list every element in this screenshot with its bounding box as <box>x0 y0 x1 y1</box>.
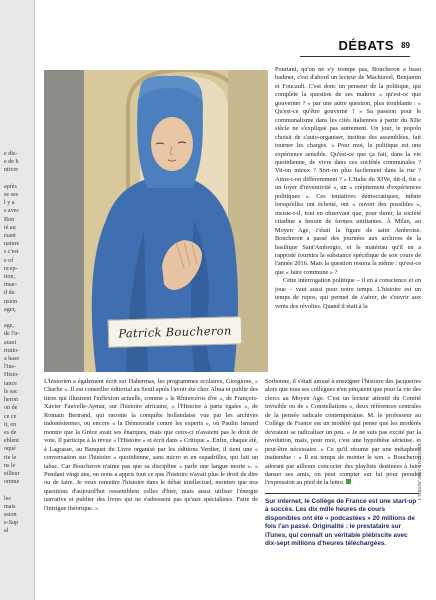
gutter-line: après <box>4 183 17 190</box>
gutter-line: rsant <box>4 233 16 240</box>
article-column-right <box>275 66 421 311</box>
article-paragraph-ending <box>265 378 421 488</box>
gutter-line: imar- <box>4 282 18 289</box>
article-column-bottom-middle <box>265 378 421 488</box>
article-paragraph-text: Sorbonne, il s'était amusé à enseigner l'histoire des jacqueries alors que tous ses collègues n'en pinçaient que pour la vie des clercs au Moyen Age. C'est un lecteur attentif du Comité invisible ou de « Constellations », deux références centrales de la pensée radicale contemporaine. M. le professeur au Collège de France est un modéré qui pense que les modérés devraient se radicaliser un peu. « Je ne suis pas excité par la révolution, mais, pour moi, c'est une hypothèse sérieuse, et peut-être nécessaire. » Ce qu'il résume par une métaphore inattendue : « Il est temps de monter le son. » Boucheron adorant par ailleurs concocter des playlists destinées à faire danser ses amis, on peut compter sur lui pour prendre l'expression au pied de la lettre. <box>265 378 421 487</box>
sidebar-text: Sur internet, le Collège de France est une start-up à succès. Les dix mille heures de cours disponibles ont été « podcastées » 20 millions de fois l'an passé. Originalité : le prestataire sur iTunes, qui connaît un véritable plébiscite avec dix-sept millions d'heures téléchargées. <box>265 498 417 548</box>
page-header <box>300 24 422 54</box>
portrait-caption: Patrick Boucheron <box>118 323 232 341</box>
gutter-line <box>4 314 35 322</box>
gutter-line: ntiver <box>4 167 19 174</box>
gutter-line: le sac <box>4 388 18 395</box>
gutter-line: nature <box>4 241 20 248</box>
gutter-line: es de <box>4 429 17 436</box>
gutter-line: rtutio- <box>4 347 20 354</box>
header-rule <box>300 56 410 57</box>
gutter-line: ssion <box>4 511 17 518</box>
gutter-line: ce ce <box>4 413 17 420</box>
gutter-text-fragments <box>4 150 35 536</box>
gutter-line: tance <box>4 380 17 387</box>
gutter-line: l y a <box>4 200 15 207</box>
info-sidebar <box>265 493 419 548</box>
gutter-line: oqué <box>4 446 16 453</box>
gutter-line: nsion <box>4 298 18 305</box>
gutter-line: omme <box>4 479 20 486</box>
gutter-line: e de h <box>4 159 19 166</box>
gutter-line: d du <box>4 290 15 297</box>
gutter-line: s avec <box>4 208 20 215</box>
portrait-caption-ribbon <box>108 316 243 347</box>
gutter-line: s c'est <box>4 249 19 256</box>
gutter-line <box>4 175 35 183</box>
gutter-line: ns le <box>4 462 16 469</box>
gutter-line: Bon <box>4 216 15 223</box>
gutter-line: aussi <box>4 339 17 346</box>
section-title: DÉBATS <box>338 38 394 53</box>
gutter-line: a base <box>4 356 20 363</box>
article-paragraph: L'historien a également écrit sur Habermas, les programmes scolaires, Giorgione, « Charlie ». Il est conseiller éditorial au Seuil après l'avoir été chez Alma et publie des titres qui illustrent l'inflexion actuelle, comme « le Rhinocéros d'or », de François-Xavier Fauvelle-Aymar, sur l'histoire africaine, « l'Histoire à parts égales », de Romain Bertrand, qui raconte la conquête hollandaise vue par les archives indonésiennes, ou encore « la Démocratie contre les experts », où Paulin Ismard montre que la Grèce avait ses énarques, mais que ceux-ci n'avaient pas le droit de vote. Il participe à la revue « l'Histoire » et écrit dans « Critique ». Enfin, chaque été, à Lagrasse, au Banquet du Livre organisé par les éditions Verdier, il tient une « conversation sur l'histoire » quotidienne, sans micro et en espadrilles, qui fait un tabac. Car Boucheron n'aime pas que sa discipline « parle une langue morte ». « Pendant vingt ans, on nous a appris tout ce que l'histoire n'avait plus le droit de dire ou de faire. Je veux remettre l'histoire dans le débat intellectuel, montrer que nos questions d'aujourd'hui ressemblent celles d'hier, mais aussi utiliser l'énergie narrative et publier des livres qui ne s'adressent pas qu'aux spécialistes. Faire de l'intrigue théorique. » <box>44 378 258 512</box>
gutter-line: al <box>4 528 9 535</box>
gutter-line: tion, <box>4 274 16 281</box>
gutter-line: age, <box>4 323 14 330</box>
article-column-bottom-left <box>44 378 258 513</box>
gutter-line <box>4 486 35 494</box>
gutter-line: de l'ir- <box>4 331 20 338</box>
gutter-line: ié au <box>4 224 16 231</box>
gutter-line: l'ins- <box>4 364 16 371</box>
gutter-line: les <box>4 495 11 502</box>
gutter-line: eilleur <box>4 470 20 477</box>
gutter-line: it, en <box>4 421 17 428</box>
gutter-line: e of <box>4 257 14 264</box>
article-paragraph: Pourtant, qu'on ne s'y trompe pas, Boucheron a beau badiner, c'est d'abord un lecteur de Machiavel, Benjamin et Foucault. C'est donc un penseur de la politique, qui complète la question de ses maîtres « qu'est-ce que gouverner ? » par une autre question, plus troublante : « Qu'est-ce qu'être gouverné ? » Sa passion pour le communalisme dans les cités italiennes à partir du XIIe siècle ne s'explique pas autrement. Un jour, le popolo choisit de s'auto-organiser, institue des assemblées, fait tourner les charges. « Pour moi, la politique est une expérience sensible. Qu'est-ce que ça fait, dans la vie quotidienne, de vivre dans ces sociétés communales ? Vit-on mieux ? Sort-on plus facilement dans la rue ? Aime-t-on différemment ? » L'Italie du XIVe, dit-il, fut « un foyer d'inventivité », un « crépitement d'expériences politiques ». Ces tentatives démocratiques, même lorsqu'elles ont échoué, ont « ouvert des possibles », insiste-t-il, tout en observant que, pour durer, la société citadine a besoin de formes unifiantes. À Milan, au Moyen Age, c'était la figure de saint Ambroise. Boucheron a passé des journées aux archives de la basilique Sant'Ambrogio, et le matériau qu'il en a rapporté fournira la substance spécifique de son cours de l'année 2016. Mais la question restera la même : qu'est-ce que « faire commune » ? <box>275 66 421 276</box>
previous-page-gutter <box>0 0 35 600</box>
gutter-line: ager, <box>4 306 16 313</box>
gutter-line: heron <box>4 397 18 404</box>
gutter-line: e dis- <box>4 151 18 157</box>
gutter-line: eblent <box>4 438 19 445</box>
end-of-article-icon <box>346 479 351 484</box>
gutter-line: on de <box>4 405 18 412</box>
gutter-line: se ses <box>4 192 19 199</box>
issue-credit: L'OBS/N°2667-17/12/2015 <box>418 443 423 500</box>
gutter-line: e-Sup <box>4 520 19 527</box>
gutter-line: rie le <box>4 454 17 461</box>
article-paragraph: Cette interrogation politique – il en a conscience et en joue – vaut aussi pour notre temps. L'histoire est un temps de repos, qui permet de s'aérer, de s'ouvrir aux vents des révoltes. Quand il était à la <box>275 277 421 310</box>
page-number: 89 <box>401 41 410 50</box>
gutter-line: mais <box>4 503 16 510</box>
gutter-line: ncep- <box>4 265 18 272</box>
gutter-line: Histo- <box>4 372 20 379</box>
